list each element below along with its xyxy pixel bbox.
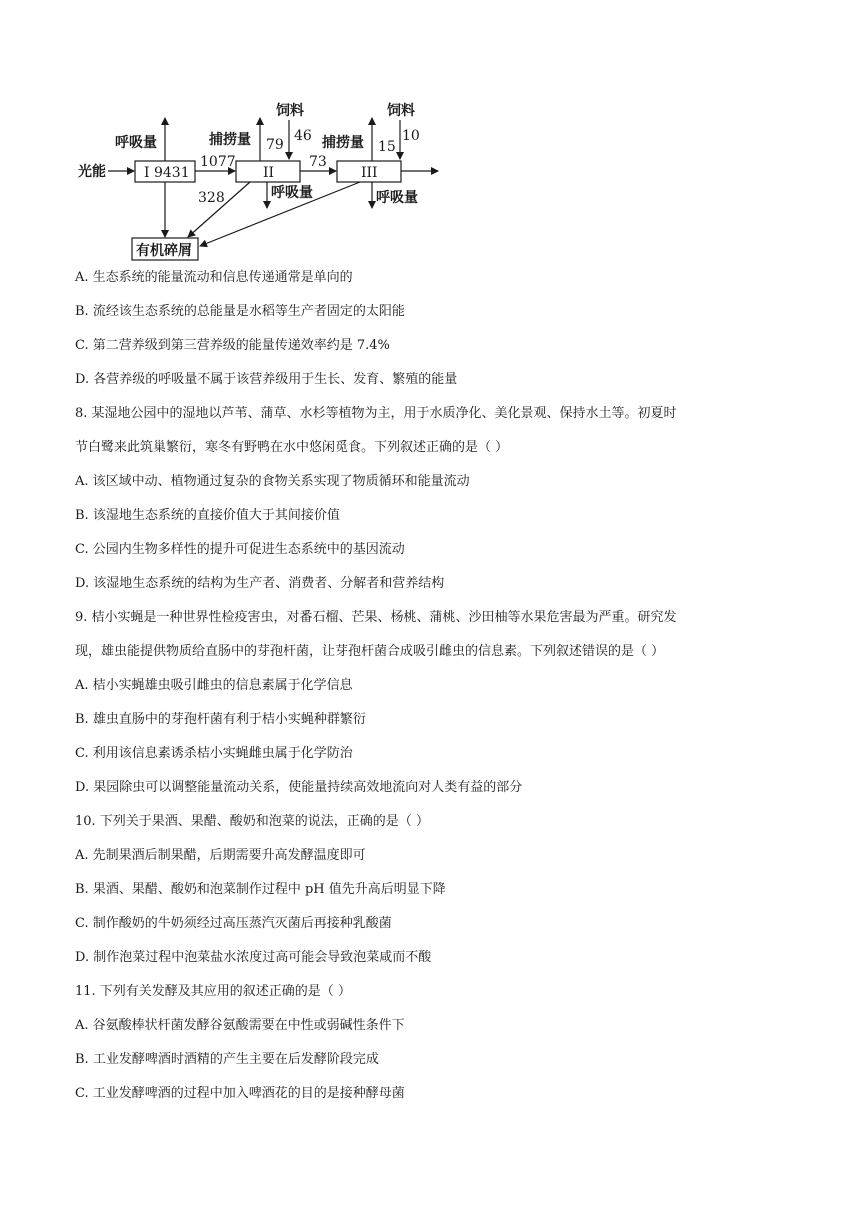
q9-option-c: C. 利用该信息素诱杀桔小实蝇雌虫属于化学防治 [75, 746, 353, 761]
q9-option-d: D. 果园除虫可以调整能量流动关系，使能量持续高效地流向对人类有益的部分 [75, 780, 523, 795]
option-d-line: D. 各营养级的呼吸量不属于该营养级用于生长、发育、繁殖的能量 [75, 372, 458, 387]
trophic-level-3-label: III [361, 165, 378, 181]
q8-option-d: D. 该湿地生态系统的结构为生产者、消费者、分解者和营养结构 [75, 576, 445, 591]
q9-option-a: A. 桔小实蝇雄虫吸引雌虫的信息素属于化学信息 [75, 678, 353, 693]
level3-feed-label: 饲料 [387, 103, 415, 119]
value-328-label: 328 [198, 190, 225, 206]
q9-option-b: B. 雄虫直肠中的芽孢杆菌有利于桔小实蝇种群繁衍 [75, 712, 366, 727]
organic-detritus-label: 有机碎屑 [136, 243, 192, 259]
level1-respiration-label: 呼吸量 [115, 135, 157, 151]
level3-respiration-label: 呼吸量 [376, 190, 418, 206]
trophic-level-2-label: II [263, 165, 275, 181]
question-9-stem-line1: 9. 桔小实蝇是一种世界性检疫害虫，对番石榴、芒果、杨桃、蒲桃、沙田柚等水果危害最为严重。研究发 [75, 610, 677, 625]
q11-option-c: C. 工业发酵啤酒的过程中加入啤酒花的目的是接种酵母菌 [75, 1086, 405, 1101]
value-79-label: 79 [266, 137, 284, 153]
value-1077-label: 1077 [200, 154, 236, 170]
option-b-line: B. 流经该生态系统的总能量是水稻等生产者固定的太阳能 [75, 304, 405, 319]
q8-option-b: B. 该湿地生态系统的直接价值大于其间接价值 [75, 508, 340, 523]
value-73-label: 73 [309, 154, 327, 170]
q8-option-c: C. 公园内生物多样性的提升可促进生态系统中的基因流动 [75, 542, 405, 557]
q10-option-a: A. 先制果酒后制果醋，后期需要升高发酵温度即可 [75, 848, 366, 863]
option-a-line: A. 生态系统的能量流动和信息传递通常是单向的 [75, 270, 353, 285]
trophic-level-1-label: I 9431 [144, 165, 190, 181]
question-11-stem: 11. 下列有关发酵及其应用的叙述正确的是（ ） [75, 984, 351, 999]
value-10-label: 10 [402, 128, 420, 144]
question-9-stem-line2: 现，雄虫能提供物质给直肠中的芽孢杆菌，让芽孢杆菌合成吸引雌虫的信息素。下列叙述错误的是（ ） [75, 644, 665, 659]
question-8-stem-line2: 节白鹭来此筑巢繁衍，寒冬有野鸭在水中悠闲觅食。下列叙述正确的是（ ） [75, 440, 509, 455]
energy-flow-diagram [60, 90, 460, 265]
level2-feed-label: 饲料 [276, 103, 304, 119]
question-8-stem-line1: 8. 某湿地公园中的湿地以芦苇、蒲草、水杉等植物为主，用于水质净化、美化景观、保持水土等。初夏时 [75, 406, 677, 421]
q8-option-a: A. 该区域中动、植物通过复杂的食物关系实现了物质循环和能量流动 [75, 474, 470, 489]
q10-option-d: D. 制作泡菜过程中泡菜盐水浓度过高可能会导致泡菜咸而不酸 [75, 950, 432, 965]
question-10-stem: 10. 下列关于果酒、果醋、酸奶和泡菜的说法，正确的是（ ） [75, 814, 429, 829]
q10-option-c: C. 制作酸奶的牛奶须经过高压蒸汽灭菌后再接种乳酸菌 [75, 916, 392, 931]
q11-option-b: B. 工业发酵啤酒时酒精的产生主要在后发酵阶段完成 [75, 1052, 379, 1067]
light-energy-label: 光能 [78, 164, 106, 180]
q11-option-a: A. 谷氨酸棒状杆菌发酵谷氨酸需要在中性或弱碱性条件下 [75, 1018, 405, 1033]
level2-harvest-label: 捕捞量 [209, 132, 251, 148]
level3-harvest-label: 捕捞量 [322, 135, 364, 151]
value-15-label: 15 [378, 139, 396, 155]
value-46-label: 46 [294, 128, 312, 144]
option-c-line: C. 第二营养级到第三营养级的能量传递效率约是 7.4% [75, 338, 390, 353]
level2-respiration-label: 呼吸量 [271, 185, 313, 201]
q10-option-b: B. 果酒、果醋、酸奶和泡菜制作过程中 pH 值先升高后明显下降 [75, 882, 446, 897]
